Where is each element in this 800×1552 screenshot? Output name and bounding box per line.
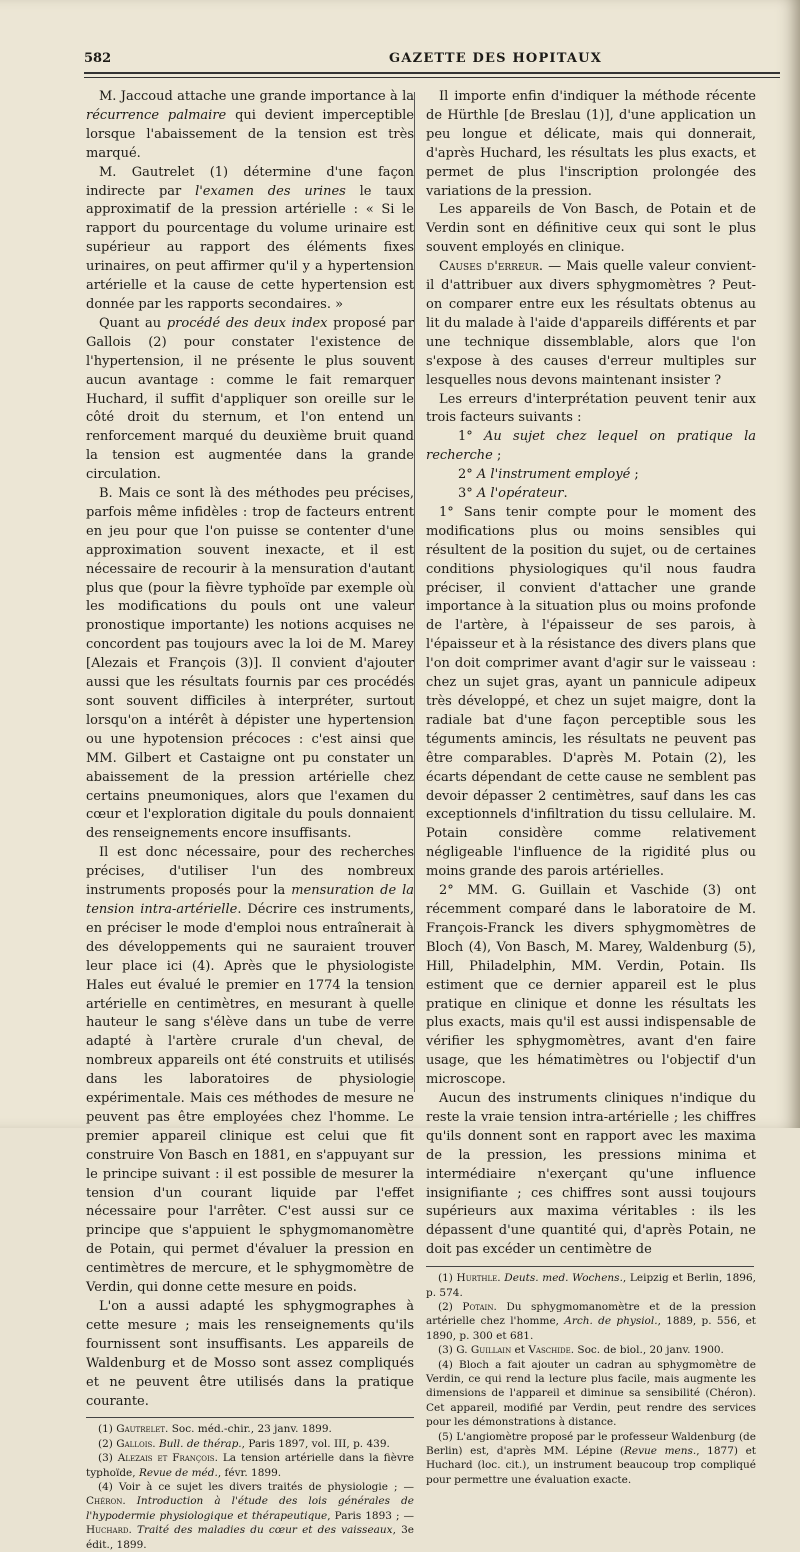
text-run: M. Jaccoud attache une grande importance à la (99, 89, 414, 104)
text-run: Traité des maladies du cœur et des vaisseaux (136, 1524, 393, 1537)
text-run: récurrence palmaire (86, 107, 227, 123)
text-run: Il est donc nécessaire, pour des recherches précises, d'utiliser l'un des nombreux instruments proposés pour la (86, 845, 414, 899)
footnote (426, 1271, 756, 1300)
text-run: . Soc. méd.-chir., 23 janv. 1899. (165, 1423, 332, 1436)
text-run: Il importe enfin d'indiquer la méthode récente de Hürthle [de Breslau (1)], d'une application un peu longue et délicate, mais qui donnerait, d'après Huchard, les résultats les plus exacts, et permet de plus l'inscription prolongée des variations de la pression. (426, 89, 756, 199)
text-run: . (128, 1524, 137, 1537)
text-run: . (497, 1272, 505, 1285)
paragraph (86, 1298, 414, 1411)
footnote-rule (426, 1266, 754, 1267)
text-run: 2° MM. G. Guillain et Vaschide (3) ont récemment comparé dans le laboratoire de M. François-Franck les divers sphygmomètres de Bloch (4), Von Basch, M. Marey, Waldenburg (5), Hill, Philadelphin, MM. Verdin, Potain. Ils estiment que ce dernier appareil est le plus pratique en clinique et donne les résultats les plus exacts, mais qu'il est aussi indispensable de vérifier les sphygmomètres, avant d'en faire usage, que les hématimètres ou l'objectif d'un microscope. (426, 883, 756, 1088)
text-run: Gallois (116, 1437, 153, 1450)
text-run: Alezais et François (117, 1452, 215, 1465)
text-run: , 1877) et Huchard (loc. cit.), un instrument beaucoup trop compliqué pour permettre une évaluation exacte. (426, 1445, 757, 1486)
left-footnotes (86, 1422, 414, 1552)
paragraph (426, 88, 756, 201)
text-run: . Soc. de biol., 20 janv. 1900. (570, 1344, 724, 1357)
text-run: Chéron (86, 1495, 123, 1508)
text-run: (3) (98, 1452, 118, 1465)
paragraph (426, 485, 756, 504)
text-run: le taux approximatif de la pression artérielle : « Si le rapport du pourcentage du volume urinaire est supérieur au rapport des éléments fixes urinaires, on peut affirmer qu'il y a hypertension artérielle et la cause de cette hypertension est donnée par les rapports secondaires. » (86, 183, 415, 312)
text-run: Les appareils de Von Basch, de Potain et de Verdin sont en définitive ceux qui sont le plus souvent employés en clinique. (426, 202, 756, 256)
paragraph (426, 466, 756, 485)
text-run: 1° Sans tenir compte pour le moment des modifications plus ou moins sensibles qui résultent de la position du sujet, ou de certaines conditions physiologiques qu'il nous faudra préciser, il convient d'attacher une grande importance à la situation plus ou moins profonde de l'artère, à l'épaisseur de ses parois, à l'épaisseur et à la résistance des divers plans que l'on doit comprimer avant d'agir sur le vaisseau : chez un sujet gras, ayant un pannicule adipeux très développé, et chez un sujet maigre, dont la radiale bat d'une façon perceptible sous les téguments amincis, les résultats ne peuvent pas être comparables. D'après M. Potain (2), les écarts dépendant de cette cause ne semblent pas devoir dépasser 2 centimètres, sauf dans les cas exceptionnels d'infiltration du tissu cellulaire. M. Potain considère comme relativement négligeable l'influence de la rigidité plus ou moins grande des parois artérielles. (426, 504, 756, 880)
text-run: . Du sphygmomanomètre et de la pression artérielle chez l'homme, (426, 1301, 756, 1328)
text-run: . (563, 486, 568, 502)
text-run: (4) Voir à ce sujet les divers traités de physiologie ; — (98, 1481, 414, 1494)
text-run: . — Mais quelle valeur convient-il d'attribuer aux divers sphygmomètres ? Peut-on comparer entre eux les résultats obtenus au lit du malade à l'aide d'appareils différents et par une technique dissemblable, alors que l'on s'expose à des causes d'erreur multiples sur lesquelles nous devons maintenant insister ? (426, 259, 756, 388)
text-run: procédé des deux index (166, 315, 328, 331)
text-run: (1) (438, 1272, 457, 1285)
text-run: Huchard (86, 1524, 129, 1537)
text-run: , Leipzig et Berlin, 1896, p. 574. (426, 1272, 756, 1299)
paragraph (426, 201, 756, 258)
paragraph (426, 391, 756, 429)
text-run: (2) (98, 1437, 117, 1450)
footnote (86, 1480, 414, 1552)
right-paragraphs-2 (426, 504, 756, 1260)
text-run: mensuration de la tension intra-artérielle (86, 883, 415, 917)
text-run: Quant au (99, 315, 167, 331)
text-run: B. Mais ce sont là des méthodes peu précises, parfois même infidèles : trop de facteurs entrent en jeu pour que l'on puisse se contenter d'une approximation souvent inexacte, et il est nécessaire de recourir à la mensuration d'autant plus que (pour la fièvre typhoïde par exemple où les modifications du pouls ont une valeur pronostique importante) les notions acquises ne concordent pas toujours avec la loi de M. Marey [Alezais et François (3)]. Il convient d'ajouter aussi que les résultats fournis par ces procédés sont souvent difficiles à interpréter, surtout lorsqu'on a intérêt à dépister une hypertension ou une hypotension précoces : c'est ainsi que MM. Gilbert et Castaigne ont pu constater un abaissement de la pression artérielle chez certains pneumoniques, alors que l'examen du cœur et l'exploration digitale du pouls donnaient des renseignements encore insuffisants. (86, 486, 414, 842)
text-run: 3° (458, 486, 477, 502)
text-run: Vaschide (528, 1344, 571, 1357)
text-run: Introduction à l'étude des lois générales de l'hypodermie physiologique et thérapeutique (86, 1495, 414, 1522)
text-run: (2) (438, 1301, 463, 1313)
text-run: (4) Bloch a fait ajouter un cadran au sphygmomètre de Verdin, ce qui rend la lecture plus facile, mais augmente les dimensions de l'appareil et diminue sa sensibilité (Chéron). Cet appareil, modifié par Verdin, peut rendre des services pour les démonstrations à distance. (426, 1358, 756, 1429)
paragraph (426, 428, 756, 466)
header-rule (84, 72, 780, 78)
paragraph (426, 1090, 756, 1260)
footnote (426, 1358, 756, 1430)
text-run: qui devient imperceptible lorsque l'abaissement de la tension est très marqué. (86, 107, 414, 161)
text-run: . Décrire ces instruments, en préciser le mode d'emploi nous entraînerait à des développements qui ne sauraient trouver leur place ici (4). Après que le physiologiste Hales eut évalué le premier en 1774 la tension artérielle en centimètres, en mesurant à quelle hauteur le sang s'élève dans un tube de verre adapté à l'artère crurale d'un cheval, de nombreux appareils ont été construits et utilisés dans les laboratoires de physiologie expérimentale. Mais ces méthodes de mesure ne peuvent pas être employées chez l'homme. Le premier appareil clinique est celui que fit construire Von Basch en 1881, en s'appuyant sur le principe suivant : il est possible de mesurer la tension d'un courant liquide par l'effet nécessaire pour l'arrêter. C'est aussi sur ce principe que s'appuient le sphygmomanomètre de Potain, qui permet d'évaluer la pression en centimètres de mercure, et le sphygmomètre de Verdin, qui donne cette mesure en poids. (86, 901, 414, 1296)
text-run: (1) (98, 1423, 117, 1436)
footnote (426, 1300, 756, 1343)
text-run: Gautrelet (116, 1423, 166, 1436)
running-header (84, 46, 782, 70)
text-run: Arch. de physiol. (564, 1315, 658, 1328)
paragraph (86, 164, 414, 315)
text-run: , févr. 1899. (217, 1466, 282, 1479)
text-run: A l'instrument employé (476, 467, 631, 483)
text-run: , 3e édit., 1899. (86, 1524, 414, 1551)
text-run: Hurthle (456, 1272, 498, 1285)
paragraph (86, 844, 414, 1298)
paragraph (426, 504, 756, 882)
paragraph (86, 88, 414, 164)
text-run: L'on a aussi adapté les sphygmographes à cette mesure ; mais les renseignements qu'ils fournissent sont insuffisants. Les appareils de Waldenburg et de Mosso sont assez compliqués et ne peuvent être utilisés dans la pratique courante. (86, 1299, 414, 1409)
text-run: 1° (458, 429, 485, 445)
left-column (86, 88, 414, 1552)
text-run: , Paris 1893 ; — (327, 1509, 414, 1522)
text-run: Bull. de thérap. (158, 1437, 242, 1450)
text-run: Revue de méd. (138, 1466, 218, 1479)
text-run: 2° (458, 467, 477, 483)
text-run: ; (492, 448, 502, 464)
text-run: l'examen des urines (195, 183, 346, 199)
paragraph (426, 882, 756, 1090)
text-run: Revue mens. (623, 1445, 697, 1458)
footnote (426, 1343, 756, 1357)
text-run: . (152, 1437, 159, 1450)
right-footnotes (426, 1271, 756, 1487)
text-run: Au sujet chez lequel on pratique la recherche (426, 429, 756, 464)
text-run: Guillain (470, 1344, 512, 1357)
page-number: 582 (84, 50, 112, 66)
right-column (426, 88, 756, 1487)
text-run: ; (630, 467, 639, 483)
text-run: (5) L'angiomètre proposé par le professeur Waldenburg (de Berlin) est, d'après MM. Lépine ( (426, 1430, 756, 1458)
text-run: proposé par Gallois (2) pour constater l'existence de l'hypertension, il ne présente le plus souvent aucun avantage : comme le fait remarquer Huchard, il suffit d'appliquer son oreille sur le côté droit du sternum, et l'on entend un renforcement marqué du deuxième bruit quand la tension est augmentée dans la grande circulation. (86, 315, 414, 483)
footnote (426, 1430, 756, 1488)
text-run: (3) G. (438, 1344, 471, 1357)
paragraph (426, 258, 756, 390)
text-run: et (511, 1344, 529, 1357)
error-factor-list (426, 428, 756, 504)
text-run: A l'opérateur (476, 486, 564, 502)
footnote (86, 1451, 414, 1480)
text-run: Aucun des instruments cliniques n'indique du reste la vraie tension intra-artérielle ; les chiffres qu'ils donnent sont en rapport avec les maxima de la pression, les pressions minima et intermédiaire n'exerçant qu'une influence insignifiante ; ces chiffres sont aussi toujours supérieurs aux maxima véritables : ils les dépassent d'une quantité qui, d'après Potain, ne doit pas excéder un centimètre de (426, 1091, 756, 1258)
text-run: . (122, 1495, 137, 1508)
text-run: . La tension artérielle dans la fièvre typhoïde, (86, 1452, 414, 1479)
footnote (86, 1422, 414, 1436)
text-run: Causes d'erreur (439, 259, 539, 275)
right-paragraphs (426, 88, 756, 428)
text-run: Deuts. med. Wochens. (504, 1272, 623, 1285)
journal-title: GAZETTE DES HOPITAUX (389, 50, 602, 66)
text-run: Les erreurs d'interprétation peuvent tenir aux trois facteurs suivants : (426, 391, 756, 426)
paragraph (86, 315, 414, 485)
footnote-rule (86, 1417, 414, 1418)
text-run: , Paris 1897, vol. III, p. 439. (241, 1437, 390, 1450)
column-divider (414, 92, 415, 1092)
footnote (86, 1437, 414, 1451)
text-run: M. Gautrelet (1) détermine d'une façon indirecte par (86, 164, 414, 199)
text-run: , 1889, p. 556, et 1890, p. 300 et 681. (426, 1315, 757, 1342)
left-paragraphs (86, 88, 414, 1411)
paragraph (86, 485, 414, 844)
text-run: Potain (462, 1301, 494, 1313)
